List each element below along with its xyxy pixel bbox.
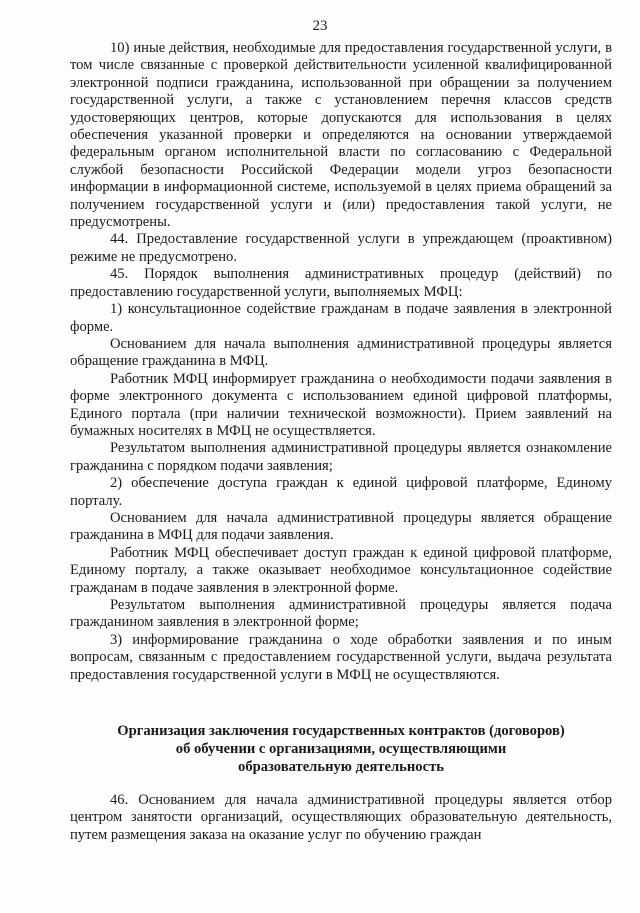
paragraph-45-item-1: 1) консультационное содействие гражданам в подаче заявления в электронной форме. bbox=[70, 301, 612, 335]
document-body-continued bbox=[70, 792, 612, 844]
paragraph-worker-2: Работник МФЦ обеспечивает доступ граждан к единой цифровой платформе, Единому порталу, а также оказывает необходимое консультационное содействие гражданам в подаче заявления в электронной форме. bbox=[70, 544, 612, 596]
section-heading-line-2: об обучении с организациями, осуществляющими bbox=[175, 741, 507, 757]
section-heading bbox=[70, 722, 612, 776]
page-number: 23 bbox=[312, 18, 328, 34]
paragraph-45-item-3: 3) информирование гражданина о ходе обработки заявления и по иным вопросам, связанным с предоставлением государственной услуги, выдача результата предоставления государственной услуги в МФЦ не осуществляются. bbox=[70, 631, 612, 683]
paragraph-45-item-2: 2) обеспечение доступа граждан к единой цифровой платформе, Единому порталу. bbox=[70, 475, 612, 509]
paragraph-result-2: Результатом выполнения административной процедуры является подача гражданином заявления в электронной форме; bbox=[70, 597, 612, 631]
paragraph-45: 45. Порядок выполнения административных процедур (действий) по предоставлению государственной услуги, выполняемых МФЦ: bbox=[70, 266, 612, 300]
paragraph-item-10: 10) иные действия, необходимые для предоставления государственной услуги, в том числе связанные с проверкой действительности усиленной квалифицированной электронной подписи гражданина, использованной при обращении за получением государственной услуги, а также с установлением перечня классов средств удостоверяющих центров, которые допускаются для использования в целях обеспечения указанной проверки и определяются на основании утверждаемой федеральным органом исполнительной власти по согласованию с Федеральной службой безопасности Российской Федерации модели угроз безопасности информации в информационной системе, используемой в целях приема обращений за получением государственной услуги и (или) предоставления такой услуги, не предусмотрены. bbox=[70, 40, 612, 231]
section-heading-line-3: образовательную деятельность bbox=[238, 759, 444, 775]
paragraph-basis-2: Основанием для начала административной процедуры является обращение гражданина в МФЦ для подачи заявления. bbox=[70, 509, 612, 544]
paragraph-46: 46. Основанием для начала административной процедуры является отбор центром занятости организаций, осуществляющих образовательную деятельность, путем размещения заказа на оказание услуг по обучению граждан bbox=[70, 792, 612, 843]
paragraph-44: 44. Предоставление государственной услуги в упреждающем (проактивном) режиме не предусмотрено. bbox=[70, 231, 612, 265]
paragraph-worker-1: Работник МФЦ информирует гражданина о необходимости подачи заявления в форме электронного документа с использованием единой цифровой платформы, Единого портала (при наличии технической возможности). Прием заявлений на бумажных носителях в МФЦ не осуществляется. bbox=[70, 370, 612, 439]
section-heading-line-1: Организация заключения государственных контрактов (договоров) bbox=[117, 723, 565, 739]
paragraph-basis-1: Основанием для начала выполнения административной процедуры является обращение гражданина в МФЦ. bbox=[70, 335, 612, 370]
paragraph-result-1: Результатом выполнения административной процедуры является ознакомление гражданина с порядком подачи заявления; bbox=[70, 440, 612, 474]
document-body bbox=[70, 40, 612, 684]
